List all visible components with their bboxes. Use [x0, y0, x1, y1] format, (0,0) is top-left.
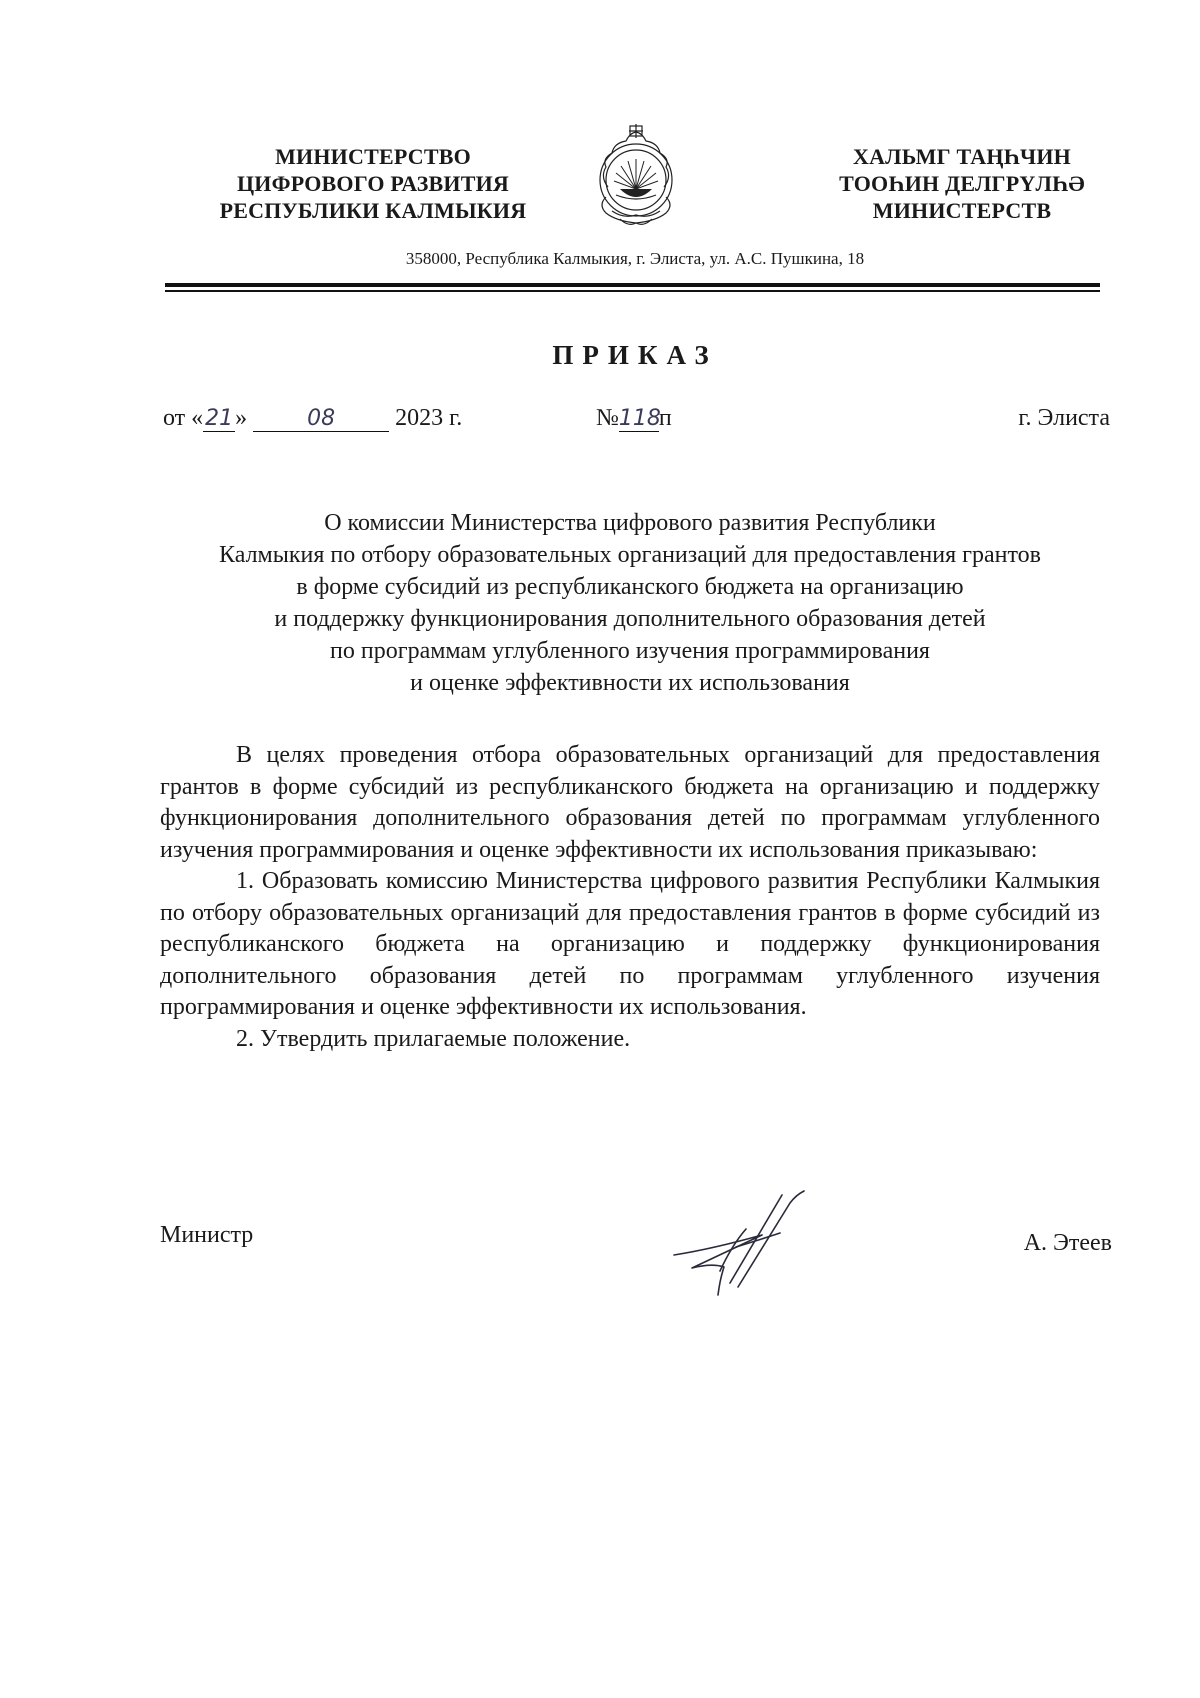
subject-line: и оценке эффективности их использования	[410, 670, 850, 696]
date-day: 21	[205, 406, 234, 431]
org-line: ХАЛЬМГ ТАҢҺЧИН	[853, 144, 1071, 169]
order-body	[160, 740, 1100, 1055]
ministry-address: 358000, Республика Калмыкия, г. Элиста, ул. А.С. Пушкина, 18	[405, 249, 865, 268]
number-value: 118	[618, 406, 661, 431]
date-mid: »	[235, 405, 248, 431]
org-line: ТООҺИН ДЕЛГРҮЛҺӘ	[839, 171, 1085, 196]
subject-line: по программам углубленного изучения программирования	[330, 638, 930, 664]
org-line: МИНИСТЕРСТВО	[275, 144, 471, 169]
signer-position: Министр	[160, 1222, 254, 1248]
order-item-2: 2. Утвердить прилагаемые положение.	[236, 1025, 631, 1052]
order-subject	[160, 507, 1100, 699]
order-date	[163, 405, 462, 432]
order-city: г. Элиста	[1018, 405, 1110, 431]
date-prefix: от «	[163, 405, 204, 431]
date-year: 2023 г.	[395, 405, 463, 431]
org-line: РЕСПУБЛИКИ КАЛМЫКИЯ	[219, 198, 527, 223]
number-suffix: п	[658, 405, 672, 431]
ministry-name-russian	[193, 143, 553, 224]
preamble-paragraph: В целях проведения отбора образовательных организаций для предоставления грантов в форме субсидий из республиканского бюджета на организацию и поддержку функционирования дополнительного образования детей по программам углубленного изучения программирования и оценке эффективности их использования приказываю:	[160, 742, 1100, 863]
order-number	[596, 405, 672, 432]
signer-name: А. Этеев	[1023, 1230, 1112, 1256]
order-item-1: 1. Образовать комиссию Министерства цифрового развития Республики Калмыкия по отбору образовательных организаций для предоставления грантов в форме субсидий из республиканского бюджета на организацию и поддержку функционирования дополнительного образования детей по программам углубленного изучения программирования и оценке эффективности их использования.	[160, 868, 1100, 1020]
number-prefix: №	[596, 405, 619, 431]
header-divider-thin	[165, 290, 1100, 292]
subject-line: и поддержку функционирования дополнительного образования детей	[274, 606, 986, 632]
republic-of-kalmykia-emblem-icon	[590, 123, 682, 233]
date-month: 08	[253, 406, 389, 432]
ministry-name-kalmyk	[782, 143, 1142, 224]
subject-line: О комиссии Министерства цифрового развития Республики	[324, 510, 936, 536]
handwritten-signature-icon	[672, 1183, 852, 1298]
subject-line: в форме субсидий из республиканского бюджета на организацию	[296, 574, 964, 600]
subject-line: Калмыкия по отбору образовательных организаций для предоставления грантов	[219, 542, 1041, 568]
header-divider-thick	[165, 283, 1100, 287]
org-line: ЦИФРОВОГО РАЗВИТИЯ	[236, 171, 510, 196]
org-line: МИНИСТЕРСТВ	[872, 198, 1052, 223]
document-title: ПРИКАЗ	[552, 340, 718, 370]
